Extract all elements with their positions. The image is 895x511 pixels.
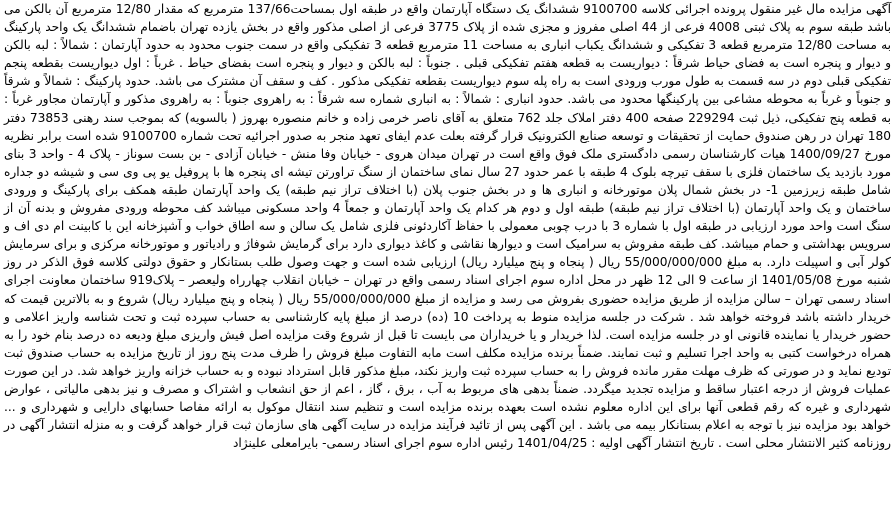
notice-body-text: آگهی مزایده مال غیر منقول پرونده اجرائی کلاسه 9100700 ششدانگ یک دستگاه آپارتمان واقع در طبقه اول بمساحت137/66 مترمربع که مقدار 12/80 مترمربع آن بالکن می باشد طبقه سوم به پلاک ثبتی 4008 فرعی از 44 اصلی مفروز و مجزی شده از پلاک 3775 فرعی از اصلی مذکور واقع در بخش یازده تهران باضمام ششدانگ یک واحد پارکینگ به مساحت 12/80 مترمربع قطعه 3 تفکیکی و ششدانگ یکباب انباری به مساحت 11 مترمربع قطعه 3 تفکیکی واقع در سمت جنوب محدود به حدود آپارتمان : شمالاً : لبه بالکن و دیوار و پنجره است به فضای حیاط شرقاً : دیواریست به قطعه هفتم تفکیکی قبلی . جنوباً : لبه بالکن و دیوار و پنجره است بفضای حیاط . غرباً : اول دیواریست بقطعه پنجم تفکیکی قبلی دوم در سه قسمت به طول مورب ورودی است به راه پله سوم دیواریست بقطعه تفکیکی مذکور . کف و سقف آن مشترک می باشد. حدود پارکینگ : شمالاً و شرقاً و جنوباً و غرباً به محوطه مشاعی بین پارکینگها محدود می باشد. حدود انباری : شمالاً : به انباری شماره سه شرقاً : به راهروی جنوباً : به راهروی مذکور و آپارتمان مجاور غرباً : به قطعه پنج تفکیکی، ذیل ثبت 229294 صفحه 400 دفتر املاک جلد 762 متعلق به آقای ناصر خرمی زاده و خانم منصوره بهروز ( بالسویه) که بموجب سند رهنی 73853 دفتر 180 تهران در رهن صندوق حمایت از تحقیقات و توسعه صنایع الکترونیک قرار گرفته بعلت عدم ایفای تعهد منجر به صدور اجرائیه تحت شماره 9100700 شده است برابر نظریه مورخ 1400/09/27 هیات کارشناسان رسمی دادگستری ملک فوق واقع است در تهران میدان هروی - خیابان وفا منش - خیابان آزادی - بن بست سوناز - پلاک 4 - واحد 3 بنای مورد بازدید یک ساختمان فلزی با سقف تیرچه بلوک 4 طبقه با عمر حدود 27 سال نمای ساختمان از سنگ تراورتن تیشه ای پنجره ها با پروفیل یو پی وی سی و شیشه دو جداره شامل طبقه زیرزمین 1- در بخش شمال پلان موتورخانه و انباری ها و در بخش جنوب پلان (با اختلاف تراز نیم طبقه) یک واحد آپارتمان طبقه همکف برای پارکینگ و ورودی ساختمان و یک واحد آپارتمان (با اختلاف تراز نیم طبقه) طبقه اول و دوم هر کدام یک واحد آپارتمان و جمعاً 4 واحد مسکونی میباشد کف محوطه ورودی مفروش و بدنه آن از سنگ است واحد مورد ارزیابی در طبقه اول با شماره 3 با درب چوبی معمولی با حفاظ آکاردئونی فلزی شامل یک سالن و سه اطاق خواب و آشپزخانه این با کابینت ام دی اف و سرویس بهداشتی و حمام میباشد. کف طبقه مفروش به سرامیک است و دیوارها نقاشی و کاغذ دیواری دارد برای گرمایش شوفاژ و رادیاتور و موتورخانه مرکزی و برای سرمایش کولر آبی و اسپیلت دارد. به مبلغ 55/000/000/000 ریال ( پنجاه و پنج میلیارد ریال) ارزیابی شده است و جهت وصول طلب بستانکار و حقوق دولتی کلاسه فوق الذکر در روز شنبه مورخ 1401/05/08 از ساعت 9 الی 12 ظهر در محل اداره سوم اجرای اسناد رسمی واقع در تهران – خیابان انقلاب چهارراه ولیعصر – پلاک919 ساختمان معاونت اجرای اسناد رسمی تهران – سالن مزایده از طریق مزایده حضوری بفروش می رسد و مزایده از مبلغ 55/000/000/000 ریال ( پنجاه و پنج میلیارد ریال) شروع و به بالاترین قیمت که خریدار داشته باشد فروخته خواهد شد . شرکت در جلسه مزایده منوط به پرداخت 10 (ده) درصد از مبلغ پایه کارشناسی به حساب سپرده ثبت و تحت شناسه واریز اعلامی و حضور خریدار یا نماینده قانونی او در جلسه مزایده است. لذا خریدار و یا خریداران می بایست تا قبل از شروع وقت مزایده اصل فیش واریزی مبلغ ودیعه ده درصد بنام خود را به همراه درخواست کتبی به واحد اجرا تسلیم و ثبت نمایند. ضمناً برنده مزایده مکلف است مابه التفاوت مبلغ فروش را ظرف مدت پنج روز از تاریخ مزایده به حساب صندوق ثبت تودیع نماید و در صورتی که ظرف مهلت مقرر مانده فروش را به حساب سپرده ثبت واریز نکند، مبلغ مذکور قابل استرداد نبوده و به حساب خزانه واریز خواهد شد. در این صورت عملیات فروش از درجه اعتبار ساقط و مزایده تجدید میگردد. ضمناً بدهی های مربوط به آب ، برق ، گاز ، اعم از حق انشعاب و اشتراک و مصرف و نیز بدهی مالیاتی ، عوارض شهرداری و غیره که رقم قطعی آنها برای این اداره معلوم نشده است بعهده برنده مزایده است و تنظیم سند انتقال موکول به ارائه مفاصا حسابهای دارایی و شهرداری و ... خواهد بود مزایده نیز با توجه به اعلام بستانکار بیمه می باشد . این آگهی پس از تائید فرآیند مزایده در سایت آگهی های سازمان ثبت قرار خواهد گرفت و به منزله انتشار آگهی در روزنامه کثیر الانتشار محلی است . تاریخ انتشار آگهی اولیه : 1401/04/25 رئیس اداره سوم اجرای اسناد رسمی- بایرامعلی علینژاد [4,2,892,451]
